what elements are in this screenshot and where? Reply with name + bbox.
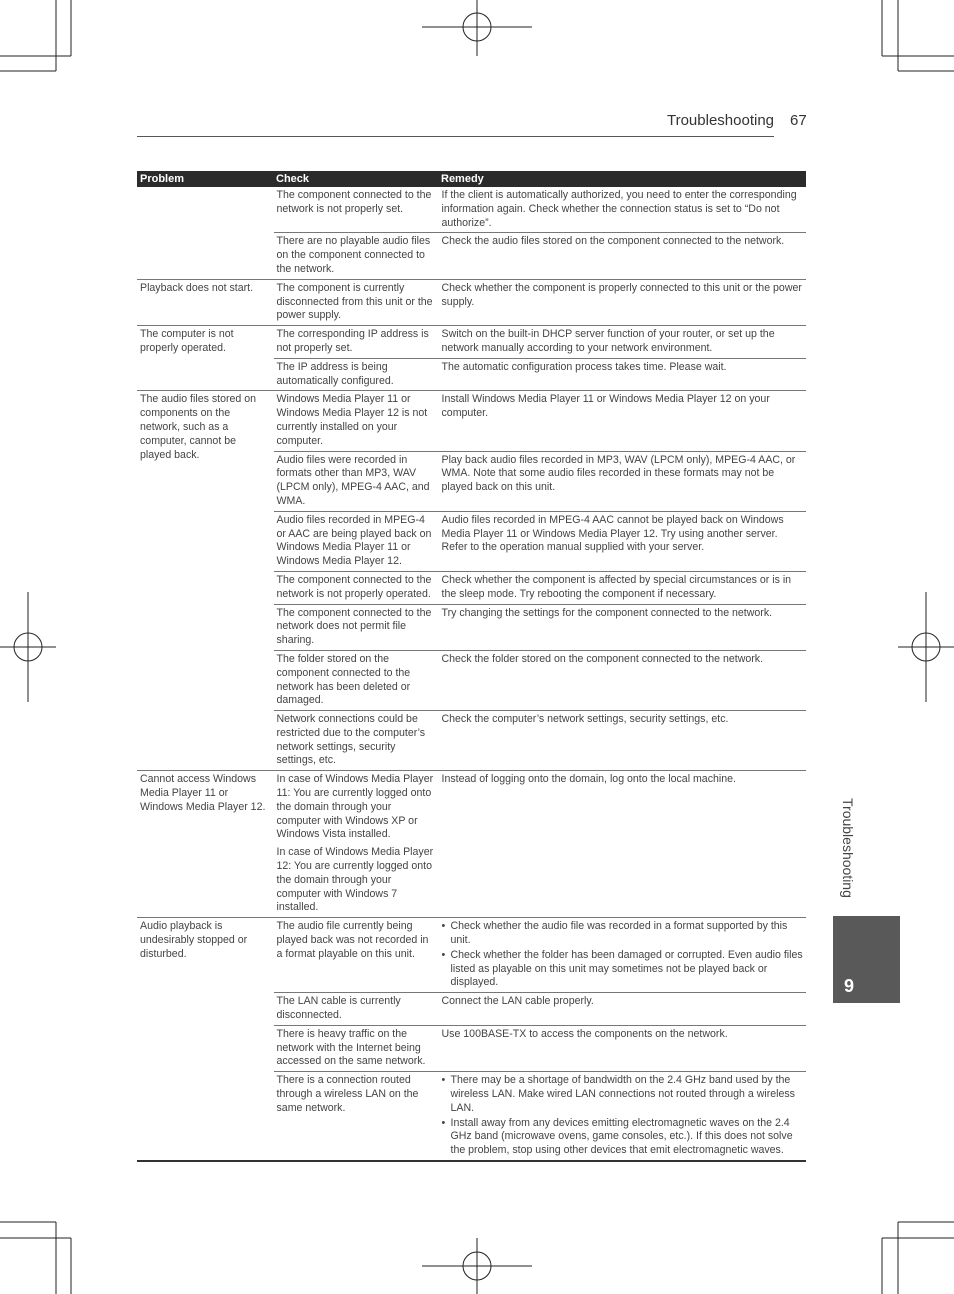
check-text: The component connected to the network is not properly operated. bbox=[276, 573, 432, 600]
side-label-text: Troubleshooting bbox=[840, 798, 856, 898]
check-text: There is a connection routed through a wireless LAN on the same network. bbox=[276, 1074, 419, 1114]
remedy-text: Check the computer’s network settings, security settings, etc. bbox=[441, 713, 729, 726]
remedy-cell bbox=[438, 571, 806, 604]
remedy-bullet: • Check whether the audio file was recorded in a format supported by this unit. bbox=[442, 920, 804, 948]
remedy-bullet: • There may be a shortage of bandwidth on the 2.4 GHz band used by the wireless LAN. Make wired LAN connections not routed through a wireless LAN. bbox=[442, 1074, 804, 1115]
check-cell bbox=[273, 326, 438, 359]
remedy-cell bbox=[438, 993, 806, 1026]
check-cell bbox=[273, 771, 438, 918]
remedy-cell bbox=[438, 711, 806, 771]
table-row bbox=[137, 326, 806, 359]
check-cell bbox=[273, 1072, 438, 1161]
remedy-text: Connect the LAN cable properly. bbox=[441, 995, 594, 1008]
check-text: Windows Media Player 11 or Windows Media Player 12 is not currently installed on your computer. bbox=[276, 393, 428, 447]
check-cell bbox=[273, 391, 438, 451]
check-cell bbox=[273, 358, 438, 391]
remedy-bullet-list bbox=[442, 1074, 804, 1158]
column-header-remedy: Remedy bbox=[438, 171, 806, 187]
problem-cell: Playback does not start. bbox=[137, 279, 273, 325]
check-cell bbox=[273, 451, 438, 511]
check-cell bbox=[273, 993, 438, 1026]
remedy-cell bbox=[438, 604, 806, 650]
remedy-cell bbox=[438, 771, 806, 918]
check-text: There are no playable audio files on the component connected to the network. bbox=[276, 235, 431, 275]
check-text: The corresponding IP address is not properly set. bbox=[276, 328, 429, 354]
check-cell bbox=[273, 571, 438, 604]
remedy-text: If the client is automatically authorized, you need to enter the corresponding information again. Check whether the connection status is set to “Do not authorize”. bbox=[441, 189, 797, 229]
check-text: Audio files were recorded in formats other than MP3, WAV (LPCM only), MPEG-4 AAC, and WMA. bbox=[276, 453, 430, 507]
remedy-text: Audio files recorded in MPEG-4 AAC cannot be played back on Windows Media Player 11 or Windows Media Player 12. Try using another server. Refer to the operation manual supplied with your server. bbox=[441, 513, 784, 554]
remedy-bullet: • Install away from any devices emitting electromagnetic waves on the 2.4 GHz band (microwave ovens, game consoles, etc.). If this does not solve the problem, stop using other devices that emit electromagnetic waves. bbox=[442, 1117, 804, 1158]
check-text: In case of Windows Media Player 12: You are currently logged onto the domain through your computer with Windows 7 installed. bbox=[276, 846, 434, 914]
check-text: The IP address is being automatically configured. bbox=[276, 360, 394, 387]
remedy-cell bbox=[438, 279, 806, 325]
header-title: Troubleshooting bbox=[666, 112, 774, 129]
check-text: The component connected to the network does not permit file sharing. bbox=[276, 606, 432, 647]
remedy-cell bbox=[438, 650, 806, 710]
check-cell bbox=[273, 279, 438, 325]
problem-cell: The audio files stored on components on the network, such as a computer, cannot be played back. bbox=[137, 391, 273, 771]
table-row bbox=[137, 918, 806, 993]
remedy-text: The automatic configuration process takes time. Please wait. bbox=[441, 360, 727, 373]
remedy-cell bbox=[438, 358, 806, 391]
table-row bbox=[137, 391, 806, 451]
remedy-cell bbox=[438, 233, 806, 279]
check-text: The component connected to the network is not properly set. bbox=[276, 189, 432, 215]
table-row bbox=[137, 771, 806, 918]
check-text: Audio files recorded in MPEG-4 or AAC are being played back on Windows Media Player 11 or Windows Media Player 12. bbox=[276, 513, 432, 568]
remedy-text: Check whether the component is properly connected to this unit or the power supply. bbox=[441, 281, 802, 308]
check-text: The LAN cable is currently disconnected. bbox=[276, 995, 401, 1022]
problem-cell: Audio playback is undesirably stopped or disturbed. bbox=[137, 918, 273, 1161]
remedy-text: Instead of logging onto the domain, log onto the local machine. bbox=[441, 773, 736, 786]
column-header-problem: Problem bbox=[137, 171, 273, 187]
remedy-text: Check the folder stored on the component connected to the network. bbox=[441, 652, 764, 665]
page-number: 67 bbox=[790, 112, 807, 129]
check-text: There is heavy traffic on the network with the Internet being accessed on the same network. bbox=[276, 1027, 426, 1068]
remedy-cell bbox=[438, 1025, 806, 1071]
chapter-number: 9 bbox=[844, 976, 855, 996]
remedy-cell bbox=[438, 451, 806, 511]
check-text: The audio file currently being played back was not recorded in a format playable on this unit. bbox=[276, 920, 429, 960]
remedy-text: Check the audio files stored on the component connected to the network. bbox=[441, 235, 785, 248]
remedy-text: Check whether the component is affected by special circumstances or is in the sleep mode. Try rebooting the component if necessary. bbox=[441, 573, 792, 600]
problem-cell: The computer is not properly operated. bbox=[137, 326, 273, 391]
side-section-label bbox=[836, 798, 862, 908]
problem-cell bbox=[137, 187, 273, 279]
column-header-check: Check bbox=[273, 171, 438, 187]
problem-cell: Cannot access Windows Media Player 11 or Windows Media Player 12. bbox=[137, 771, 273, 918]
table-header-row bbox=[137, 171, 806, 187]
remedy-cell bbox=[438, 326, 806, 359]
table-row bbox=[137, 279, 806, 325]
check-cell bbox=[273, 650, 438, 710]
remedy-bullet-list bbox=[442, 920, 804, 990]
chapter-tab bbox=[833, 916, 900, 1003]
check-cell bbox=[273, 233, 438, 279]
remedy-text: Use 100BASE-TX to access the components on the network. bbox=[441, 1027, 728, 1040]
remedy-cell bbox=[438, 511, 806, 571]
remedy-bullet: • Check whether the folder has been damaged or corrupted. Even audio files listed as playable on this unit may sometimes not be played back or displayed. bbox=[442, 949, 804, 990]
remedy-text: Switch on the built-in DHCP server function of your router, or set up the network manually according to your network environment. bbox=[441, 328, 775, 354]
check-cell bbox=[273, 918, 438, 993]
remedy-cell bbox=[438, 391, 806, 451]
check-cell bbox=[273, 604, 438, 650]
remedy-text: Try changing the settings for the component connected to the network. bbox=[441, 606, 773, 619]
check-text: In case of Windows Media Player 11: You are currently logged onto the domain through your computer with Windows XP or Windows Vista installed. bbox=[276, 773, 434, 841]
check-cell bbox=[273, 1025, 438, 1071]
table-row bbox=[137, 187, 806, 233]
remedy-cell bbox=[438, 1072, 806, 1161]
page-header bbox=[137, 110, 774, 137]
remedy-text: Play back audio files recorded in MP3, WAV (LPCM only), MPEG-4 AAC, or WMA. Note that some audio files recorded in these formats may not be played back on this unit. bbox=[441, 453, 796, 494]
check-cell bbox=[273, 187, 438, 233]
check-text: Network connections could be restricted due to the computer’s network settings, security settings, etc. bbox=[276, 713, 426, 767]
table-body bbox=[137, 187, 806, 1161]
check-cell bbox=[273, 711, 438, 771]
troubleshooting-table bbox=[137, 171, 806, 1162]
check-text: The component is currently disconnected from this unit or the power supply. bbox=[276, 281, 433, 322]
check-cell bbox=[273, 511, 438, 571]
remedy-text: Install Windows Media Player 11 or Windows Media Player 12 on your computer. bbox=[441, 393, 770, 420]
remedy-cell bbox=[438, 187, 806, 233]
check-text: The folder stored on the component connected to the network has been deleted or damaged. bbox=[276, 652, 411, 707]
remedy-cell bbox=[438, 918, 806, 993]
